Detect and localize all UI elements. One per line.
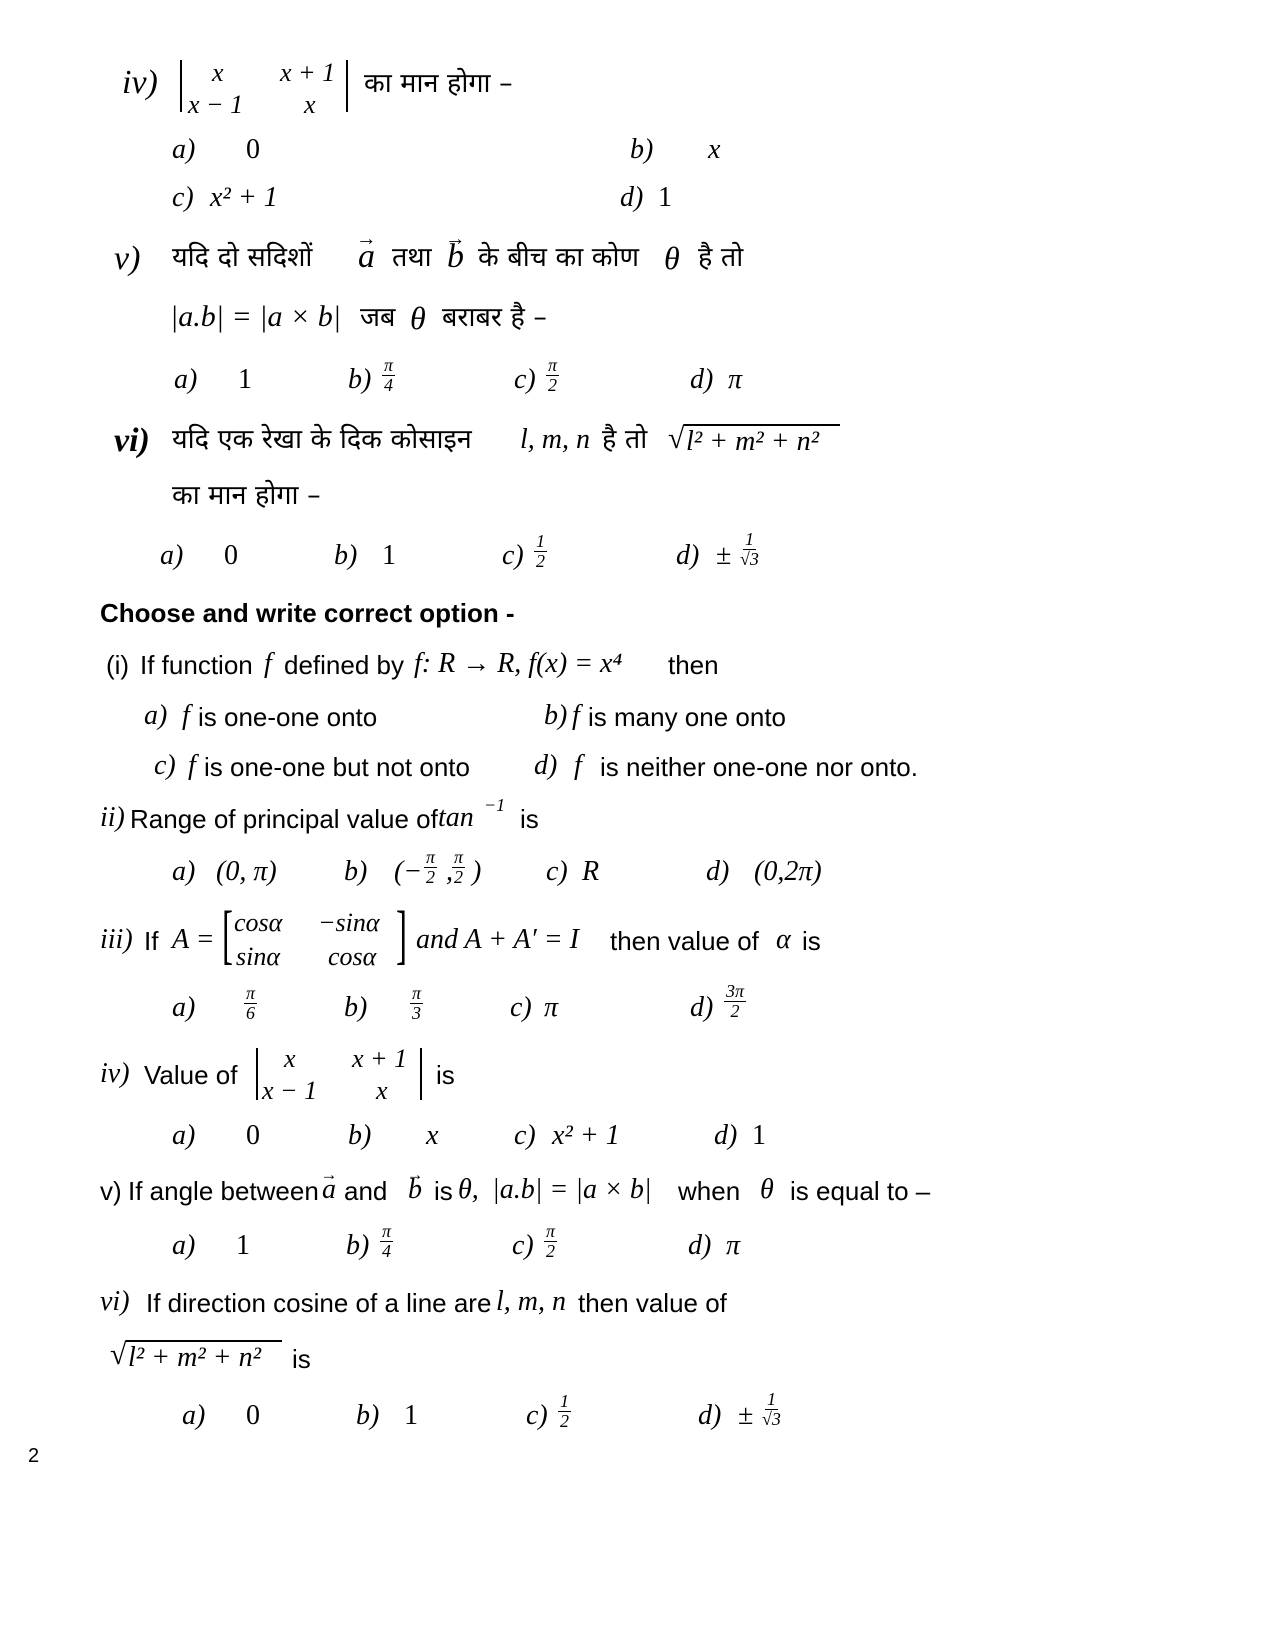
question-text: is — [292, 1344, 311, 1374]
fraction: $\frac{\pi}{6}$ — [246, 983, 256, 1023]
option-label: a) — [172, 1120, 196, 1151]
option-label: a) — [160, 540, 184, 571]
superscript: −1 — [484, 795, 506, 815]
option-value: π — [544, 992, 559, 1023]
option-value: x² + 1 — [552, 1120, 620, 1151]
question-text: is — [436, 1060, 455, 1090]
option-label: a) — [182, 1400, 206, 1431]
option-value: 1 — [752, 1120, 766, 1151]
section-heading: Choose and write correct option - — [100, 598, 515, 628]
vector-a: → a — [322, 1176, 336, 1204]
option-label: a) — [144, 700, 168, 731]
matrix-cell: x − 1 — [188, 90, 244, 119]
option-label: c) — [514, 1120, 536, 1151]
theta-symbol: θ — [664, 240, 680, 276]
function-name: tan — [438, 802, 474, 833]
option-label: c) — [526, 1400, 548, 1431]
option-value: x — [426, 1120, 439, 1151]
question-text: यदि एक रेखा के दिक कोसाइन — [172, 424, 472, 455]
fraction: $\frac{\pi}{2}$ — [454, 847, 464, 887]
question-text: is equal to – — [790, 1176, 931, 1206]
theta-symbol: θ — [410, 300, 426, 336]
question-text: जब — [360, 302, 396, 333]
equation: A = — [172, 924, 215, 955]
question-text: is — [802, 926, 821, 956]
option-label: d) — [620, 182, 644, 213]
question-text: तथा — [392, 242, 432, 273]
theta-symbol: θ — [760, 1174, 774, 1205]
fraction: $\frac{1}{2}$ — [560, 1391, 569, 1431]
question-text: and — [344, 1176, 388, 1206]
fraction: $\frac{\pi}{2}$ — [426, 847, 436, 887]
option-value: (0, π) — [216, 856, 277, 887]
question-text: है तो — [602, 424, 648, 455]
option-value: 1 — [404, 1400, 418, 1431]
option-value: 0 — [246, 1400, 260, 1431]
option-label: b) — [348, 1120, 372, 1151]
fraction: $\frac{\pi}{2}$ — [548, 355, 558, 395]
option-label: d) — [688, 1230, 712, 1261]
question-text: Value of — [144, 1060, 238, 1090]
function-symbol: f — [188, 750, 196, 781]
option-label: c) — [172, 182, 194, 213]
sqrt-sign: √ — [668, 422, 685, 455]
option-text: is one-one onto — [198, 702, 378, 732]
option-label: b) — [344, 992, 368, 1023]
option-label: b) — [356, 1400, 380, 1431]
question-text: का मान होगा – — [172, 480, 321, 511]
option-label: d) — [706, 856, 730, 887]
option-label: d) — [690, 364, 714, 395]
option-value: (0,2π) — [754, 856, 822, 887]
equation: and A + A′ = I — [416, 924, 579, 955]
option-label: c) — [154, 750, 176, 781]
question-text: when — [678, 1176, 741, 1206]
option-text: is one-one but not onto — [204, 752, 470, 782]
option-label: c) — [514, 364, 536, 395]
option-label: b) — [630, 134, 654, 165]
option-label: a) — [172, 134, 196, 165]
question-number: v) — [100, 1176, 122, 1206]
question-text: then — [668, 650, 719, 680]
option-label: a) — [172, 992, 196, 1023]
question-text: is — [434, 1176, 453, 1206]
left-bracket: [ — [222, 898, 233, 971]
matrix-cell: x — [376, 1076, 388, 1105]
question-text: defined by — [284, 650, 404, 680]
question-number: v) — [114, 240, 141, 277]
option-value: π — [726, 1230, 741, 1261]
question-text: is — [520, 804, 539, 834]
question-number: iii) — [100, 924, 133, 955]
question-text: If — [144, 926, 159, 956]
fraction: $\frac{\pi}{2}$ — [546, 1221, 556, 1261]
option-value: x² + 1 — [210, 182, 278, 213]
option-label: b) — [334, 540, 358, 571]
question-text: If direction cosine of a line are — [146, 1288, 492, 1318]
option-value: 0 — [246, 1120, 260, 1151]
fraction: $\frac{\pi}{4}$ — [384, 355, 394, 395]
option-label: c) — [510, 992, 532, 1023]
matrix-cell: cosα — [328, 942, 377, 971]
option-label: c) — [502, 540, 524, 571]
sqrt-expression: l² + m² + n² — [686, 426, 819, 457]
variables: l, m, n — [496, 1286, 566, 1317]
question-number: (i) — [106, 650, 130, 680]
option-label: d) — [690, 992, 714, 1023]
question-text: If function — [140, 650, 253, 680]
option-label: a) — [172, 856, 196, 887]
option-label: a) — [172, 1230, 196, 1261]
question-text: के बीच का कोण — [478, 242, 640, 273]
function-symbol: f — [264, 648, 272, 679]
option-value: ) — [472, 856, 482, 887]
option-text: is many one onto — [588, 702, 787, 732]
option-label: c) — [512, 1230, 534, 1261]
question-text: then value of — [610, 926, 759, 956]
fraction: $\frac{\pi}{4}$ — [382, 1221, 392, 1261]
matrix-cell: x + 1 — [352, 1044, 408, 1073]
matrix-cell: cosα — [234, 908, 283, 937]
question-text: यदि दो सदिशों — [172, 242, 313, 273]
variables: l, m, n — [520, 424, 590, 455]
option-label: b) — [344, 856, 368, 887]
option-value: R — [582, 856, 600, 887]
fraction: $\frac{1}{√3}$ — [762, 1389, 781, 1429]
question-number: iv) — [122, 64, 158, 101]
fraction: $\frac{\pi}{3}$ — [412, 983, 422, 1023]
option-label: d) — [698, 1400, 722, 1431]
vector-b: → b — [408, 1176, 422, 1204]
page-number: 2 — [28, 1445, 40, 1467]
option-value: 1 — [238, 364, 252, 395]
option-value: 1 — [236, 1230, 250, 1261]
option-label: b) — [544, 700, 568, 731]
option-value: 0 — [246, 134, 260, 165]
option-value: 1 — [382, 540, 396, 571]
matrix-cell: x — [212, 58, 224, 87]
fraction: $\frac{1}{√3}$ — [740, 529, 759, 569]
sqrt-sign: √ — [110, 1338, 127, 1371]
option-value: x — [708, 134, 721, 165]
question-number: vi) — [114, 422, 150, 459]
option-label: d) — [714, 1120, 738, 1151]
option-label: c) — [546, 856, 568, 887]
matrix-cell: x — [284, 1044, 296, 1073]
option-value: π — [728, 364, 743, 395]
sqrt-expression: l² + m² + n² — [128, 1342, 261, 1373]
fraction: $\frac{3\pi}{2}$ — [726, 981, 745, 1021]
equation: |a.b| = |a × b| — [170, 300, 341, 333]
matrix-cell: x — [304, 90, 316, 119]
matrix-cell: −sinα — [318, 908, 380, 937]
matrix-cell: x + 1 — [280, 58, 336, 87]
question-text: है तो — [698, 242, 744, 273]
question-number: vi) — [100, 1286, 130, 1317]
option-value: 1 — [658, 182, 672, 213]
question-text: का मान होगा – — [364, 68, 513, 99]
matrix-cell: sinα — [236, 942, 280, 971]
question-text: If angle between — [128, 1176, 319, 1206]
option-label: b) — [348, 364, 372, 395]
vector-b: → b — [447, 240, 464, 274]
matrix-cell: x − 1 — [262, 1076, 318, 1105]
question-number: ii) — [100, 802, 125, 833]
question-text: Range of principal value of — [130, 804, 438, 834]
function-symbol: f — [572, 700, 580, 731]
question-text: then value of — [578, 1288, 727, 1318]
function-symbol: f — [182, 700, 190, 731]
equation: |a.b| = |a × b| — [492, 1174, 652, 1205]
fraction: $\frac{1}{2}$ — [536, 531, 545, 571]
option-value: ± — [716, 540, 732, 571]
comma: , — [446, 856, 453, 887]
theta-symbol: θ, — [458, 1174, 479, 1205]
variable: α — [776, 924, 791, 955]
vector-a: → a — [358, 240, 375, 274]
option-value: ± — [738, 1400, 754, 1431]
question-number: iv) — [100, 1058, 130, 1089]
option-text: is neither one-one nor onto. — [600, 752, 918, 782]
option-value: 0 — [224, 540, 238, 571]
option-value: (− — [394, 856, 423, 887]
option-label: d) — [534, 750, 558, 781]
right-bracket: ] — [396, 898, 407, 971]
question-text: बराबर है – — [442, 302, 547, 333]
function-symbol: f — [574, 750, 582, 781]
option-label: b) — [346, 1230, 370, 1261]
option-label: d) — [676, 540, 700, 571]
option-label: a) — [174, 364, 198, 395]
equation: f: R → R, f(x) = x⁴ — [414, 648, 623, 679]
